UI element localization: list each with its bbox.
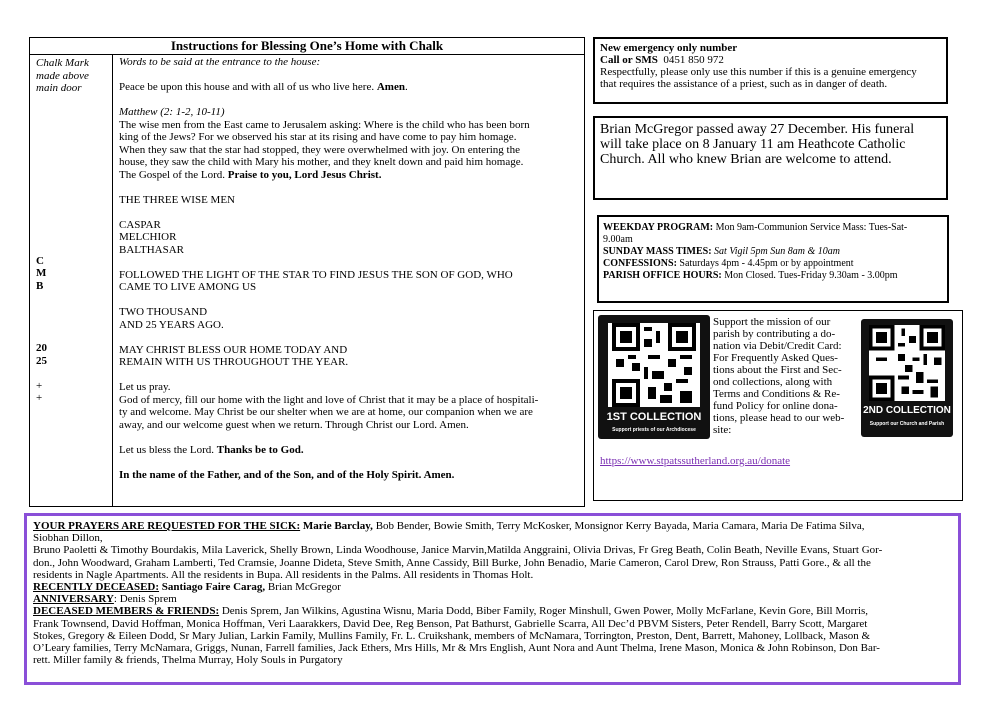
bless-line-2: REMAIN WITH US THROUGHOUT THE YEAR. xyxy=(119,356,349,368)
name-melchior: MELCHIOR xyxy=(119,231,177,243)
gospel-end: The Gospel of the Lord. Praise to you, Lord Jesus Christ. xyxy=(119,168,382,181)
matthew-reference: Matthew (2: 1-2, 10-11) xyxy=(119,106,225,118)
sick-line-4: don., John Woodward, Graham Lamberti, Ted Cramsie, Joanne Dideta, Steve Smith, Anne Cassidy, Bill Burke, John Benadio, Marie Cameron, Carol Drew, Ron Strauss, Patti Gore., & all the xyxy=(33,556,871,569)
prayer-line-1: God of mercy, fill our home with the light and love of Christ that it may be a place of hospitali- xyxy=(119,393,539,406)
emergency-heading: New emergency only number xyxy=(600,42,738,54)
qr2-subcaption: Support our Church and Parish xyxy=(869,421,945,427)
gospel-line-1: The wise men from the East came to Jerusalem asking: Where is the child who has been born xyxy=(119,118,530,131)
notice-line-1: Brian McGregor passed away 27 December. His funeral xyxy=(600,122,915,137)
deceased-line-2: Frank Townsend, David Hoffman, Monica Hoffman, Veri Laarakkers, David Dee, Reg Benson, Pat Bathurst, Gabrielle Scarra, All Dec’d PBVM Sisters, Peter Rendell, Barry Scott, Margaret xyxy=(33,617,868,630)
prayer-requests xyxy=(24,513,961,685)
chalk-mark-c: C xyxy=(36,255,44,267)
recently-deceased: RECENTLY DECEASED: Santiago Faire Carag, Brian McGregor xyxy=(33,581,341,594)
deceased-line-3: Stokes, Gregory & Eileen Dodd, Sr Mary Julian, Larkin Family, Mullins Family, Fr. L. Cruikshank, members of McNamara, Torrington, Preston, Dent, Barrett, Mahoney, Lollback, Mason & xyxy=(33,629,871,642)
emergency-number-box xyxy=(593,37,948,104)
pray-intro: Let us pray. xyxy=(119,381,171,393)
qr-second-collection[interactable] xyxy=(861,319,953,437)
notice-line-3: Church. All who knew Brian are welcome to attend. xyxy=(600,152,892,167)
sick-line-5: residents in Nagle Apartments. All the residents in Bupa. All residents in the Palms. All residents in Thomas Holt. xyxy=(33,568,534,581)
emergency-phone[interactable]: 0451 850 972 xyxy=(663,54,724,66)
deceased-line-5: rett. Miller family & friends, Thelma Murray, Holy Souls in Purgatory xyxy=(33,654,343,667)
chalk-mark-m: M xyxy=(36,267,47,279)
emergency-number-line: Call or SMS 0451 850 972 xyxy=(600,54,724,66)
sunday-mass-times: SUNDAY MASS TIMES: Sat Vigil 5pm Sun 8am & 10am xyxy=(603,246,840,257)
funeral-notice xyxy=(593,116,948,200)
name-balthasar: BALTHASAR xyxy=(119,243,184,256)
weekday-program: WEEKDAY PROGRAM: Mon 9am-Communion Service Mass: Tues-Sat- xyxy=(603,222,908,233)
prayer-line-3: away, and our welcome guest when we return. Through Christ our Lord. Amen. xyxy=(119,418,469,431)
chalk-label-2: made above xyxy=(36,69,89,82)
chalk-mark-plus-1: + xyxy=(36,380,43,392)
notice-line-2: will take place on 8 January 11 am Heathcote Catholic xyxy=(600,137,906,152)
chalk-label-1: Chalk Mark xyxy=(36,57,89,69)
deceased-line-4: O’Leary families, Terry McNamara, Griggs, Nunan, Farrell families, Jack Ethers, Mrs Hills, Mr & Mrs English, Aunt Nora and Aunt Thelma, Irene Mason, Monica & John Robinson, Don Bar- xyxy=(33,642,880,655)
chalk-mark-plus-2: + xyxy=(36,392,43,404)
gospel-line-2: king of the Jews? For we observed his star at its rising and have come to pay him homage. xyxy=(119,131,517,143)
qr-first-collection[interactable] xyxy=(598,315,710,439)
qr2-caption: 2ND COLLECTION xyxy=(863,405,951,416)
bless-line-1: MAY CHRIST BLESS OUR HOME TODAY AND xyxy=(119,343,348,356)
prayer-line-2: ty and welcome. May Christ be our shelter when we are at home, our companion when we are xyxy=(119,406,533,418)
chalk-blessing-instructions xyxy=(29,37,585,507)
qr-code-icon xyxy=(869,325,945,401)
final-blessing: In the name of the Father, and of the Son, and of the Holy Spirit. Amen. xyxy=(119,468,455,481)
emergency-note-1: Respectfully, please only use this number if this is a genuine emergency xyxy=(600,66,917,78)
wise-men-heading: THE THREE WISE MEN xyxy=(119,193,235,206)
support-text: Support the mission of our parish by contributing a do- nation via Debit/Credit Card: For Frequently Asked Ques- tions about the First and Sec- ond collections, along with Terms and Conditions & Re- fund Policy for online dona- tions, please head to our web- site: xyxy=(713,316,845,436)
years-line-2: AND 25 YEARS AGO. xyxy=(119,318,224,331)
deceased-line-1: DECEASED MEMBERS & FRIENDS: Denis Sprem, Jan Wilkins, Agustina Wisnu, Maria Dodd, Biber Family, Roger Minshull, Gwen Power, Molly McFarlane, Kevin Gore, Bill Morris, xyxy=(33,605,869,618)
confessions: CONFESSIONS: Saturdays 4pm - 4.45pm or by appointment xyxy=(603,258,854,269)
donation-support-box xyxy=(593,310,963,501)
instructions-title: Instructions for Blessing One’s Home with Chalk xyxy=(30,38,584,55)
gospel-line-4: house, they saw the child with Mary his mother, and they knelt down and paid him homage. xyxy=(119,156,524,168)
followed-line-1: FOLLOWED THE LIGHT OF THE STAR TO FIND JESUS THE SON OF GOD, WHO xyxy=(119,268,513,281)
intro-line: Words to be said at the entrance to the house: xyxy=(119,56,321,68)
qr-code-icon xyxy=(608,323,700,407)
years-line-1: TWO THOUSAND xyxy=(119,306,208,318)
qr1-subcaption: Support priests of our Archdiocese xyxy=(612,427,696,433)
parish-schedule xyxy=(597,215,949,303)
weekday-program-cont: 9.00am xyxy=(603,234,633,245)
chalk-mark-20: 20 xyxy=(36,342,47,354)
emergency-note-2: that requires the assistance of a priest, such as in danger of death. xyxy=(600,78,888,90)
gospel-line-3: When they saw that the star had stopped, they were overwhelmed with joy. On entering the xyxy=(119,143,520,156)
chalk-mark-25: 25 xyxy=(36,355,47,367)
name-caspar: CASPAR xyxy=(119,218,161,231)
office-hours: PARISH OFFICE HOURS: Mon Closed. Tues-Friday 9.30am - 3.00pm xyxy=(603,270,898,281)
sick-line-3: Bruno Paoletti & Timothy Bourdakis, Mila Laverick, Shelly Brown, Linda Woodhouse, Janice Marvin,Matilda Anggraini, Olivia Drivas, Fr Greg Beath, Colin Beath, Neville Evans, Stuart Gor- xyxy=(33,544,883,557)
chalk-label-3: main door xyxy=(36,82,82,94)
peace-line: Peace be upon this house and with all of us who live here. Amen. xyxy=(119,81,408,93)
blessing-text xyxy=(114,55,584,506)
anniversary: ANNIVERSARY: Denis Sprem xyxy=(33,593,177,606)
bless-lord-line: Let us bless the Lord. Thanks be to God. xyxy=(119,443,304,456)
chalk-mark-column xyxy=(30,55,113,506)
sick-line-1: YOUR PRAYERS ARE REQUESTED FOR THE SICK: Marie Barclay, Bob Bender, Bowie Smith, Terry McKosker, Monsignor Kerry Bayada, Maria Camara, Maria De Fatima Silva, xyxy=(33,520,865,532)
qr1-caption: 1ST COLLECTION xyxy=(606,411,702,423)
donate-link[interactable]: https://www.stpatssutherland.org.au/donate xyxy=(600,455,791,467)
chalk-mark-b: B xyxy=(36,280,44,292)
sick-line-2: Siobhan Dillon, xyxy=(33,532,103,545)
followed-line-2: CAME TO LIVE AMONG US xyxy=(119,281,257,293)
